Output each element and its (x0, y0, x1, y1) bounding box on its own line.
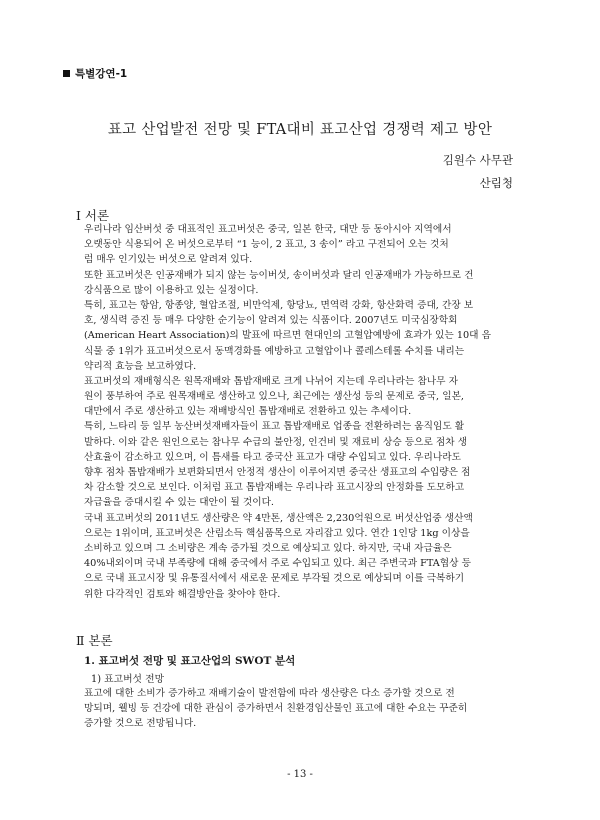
text-line: 산효율이 감소하고 있으며, 이 틈새를 타고 중국산 표고가 대량 수입되고 있다. 우리나라도 (84, 451, 461, 463)
outlook-body (84, 686, 516, 732)
text-line: 약리적 효능을 보고하였다. (84, 360, 197, 372)
header-label-text: 특별강연-1 (75, 68, 128, 80)
text-line: 증가할 것으로 전망됩니다. (84, 718, 197, 730)
text-line: 향후 점차 톱밥재배가 보편화되면서 안정적 생산이 이루어지면 중국산 생표고의 수입량은 점 (84, 467, 471, 478)
subsection-heading-swot: 1. 표고버섯 전망 및 표고산업의 SWOT 분석 (84, 655, 296, 667)
paper-title: 표고 산업발전 전망 및 FTA대비 표고산업 경쟁력 제고 방안 (107, 122, 493, 138)
text-line: 망되며, 웰빙 등 건강에 대한 관심이 증가하면서 친환경임산물인 표고에 대한 수요는 꾸준히 (84, 703, 468, 715)
text-line: 위한 다각적인 검토와 해결방안을 찾아야 한다. (84, 588, 281, 600)
subsubsection-heading-outlook: 1) 표고버섯 전망 (91, 674, 165, 685)
text-line: 우리나라 임산버섯 중 대표적인 표고버섯은 중국, 일본 한국, 대만 등 동아시아 지역에서 (84, 224, 452, 235)
text-line: 또한 표고버섯은 인공재배가 되지 않는 능이버섯, 송이버섯과 달리 인공재배가 가능하므로 건 (84, 269, 474, 281)
text-line: 표고에 대한 소비가 증가하고 재배기술이 발전함에 따라 생산량은 다소 증가할 것으로 전 (84, 688, 455, 699)
text-line: 식물 중 1위가 표고버섯으로서 동맥경화를 예방하고 고혈압이나 콜레스테롤 수치를 내리는 (84, 345, 465, 357)
text-line: 발하다. 이와 같은 원인으로는 참나무 수급의 불안정, 인건비 및 재료비 상승 등으로 점차 생 (84, 436, 468, 448)
section-heading-introduction: Ⅰ 서론 (76, 208, 110, 223)
text-line: 오랫동안 식용되어 온 버섯으로부터 “1 능이, 2 표고, 3 송이” 라고 구전되어 오는 것처 (84, 239, 449, 251)
text-line: 자급율을 증대시킬 수 있는 대안이 될 것이다. (84, 497, 275, 509)
text-line: 소비하고 있으며 그 소비량은 계속 증가될 것으로 예상되고 있다. 하지만, 국내 자급율은 (84, 542, 452, 554)
text-line: 강식품으로 많이 이용하고 있는 실정이다. (84, 284, 259, 296)
text-line: 으로 국내 표고시장 및 유통질서에서 새로운 문제로 부각될 것으로 예상되며 이를 극복하기 (84, 573, 465, 585)
text-line: 40%내외이며 국내 부족량에 대해 중국에서 주로 수입되고 있다. 최근 주변국과 FTA협상 등 (84, 558, 471, 570)
black-square-icon (63, 70, 70, 77)
text-line: 특히, 표고는 항암, 항종양, 혈압조절, 비만억제, 항당뇨, 면역력 강화, 항산화력 증대, 간장 보 (84, 299, 474, 311)
introduction-body (84, 222, 516, 602)
page-number: - 13 - (287, 769, 313, 780)
text-line: 럼 매우 인기있는 버섯으로 알려져 있다. (84, 254, 253, 266)
text-line: 표고버섯의 재배형식은 원목재배와 톱밥재배로 크게 나뉘어 지는데 우리나라는 참나무 자 (84, 375, 458, 387)
text-line: 원이 풍부하여 주로 원목재배로 생산하고 있으나, 최근에는 생산성 등의 문제로 중국, 일본, (84, 391, 465, 403)
text-line: (American Heart Association)의 발표에 따르면 현대인의 고혈압예방에 효과가 있는 10대 음 (84, 330, 491, 342)
text-line: 특히, 느타리 등 일부 농산버섯재배자들이 표고 톱밥재배로 업종을 전환하려는 움직임도 활 (84, 421, 465, 433)
text-line: 으로는 1위이며, 표고버섯은 산림소득 핵심품목으로 자리잡고 있다. 연간 1인당 1kg 이상을 (84, 527, 470, 539)
text-line: 대만에서 주로 생산하고 있는 재배방식인 톱밥재배로 전환하고 있는 추세이다. (84, 406, 412, 418)
author-affiliation: 산림청 (479, 176, 513, 190)
text-line: 국내 표고버섯의 2011년도 생산량은 약 4만톤, 생산액은 2,230억원으로 버섯산업중 생산액 (84, 512, 473, 524)
section-heading-main: Ⅱ 본론 (76, 633, 113, 648)
author-name: 김원수 사무관 (442, 153, 513, 167)
section-header-label (63, 66, 127, 81)
text-line: 호, 생식력 증진 등 매우 다양한 순기능이 알려져 있는 식품이다. 2007년도 미국심장학회 (84, 315, 458, 327)
text-line: 차 감소할 것으로 보인다. 이처럼 표고 톱밥재배는 우리나라 표고시장의 안정화를 도모하고 (84, 482, 465, 494)
